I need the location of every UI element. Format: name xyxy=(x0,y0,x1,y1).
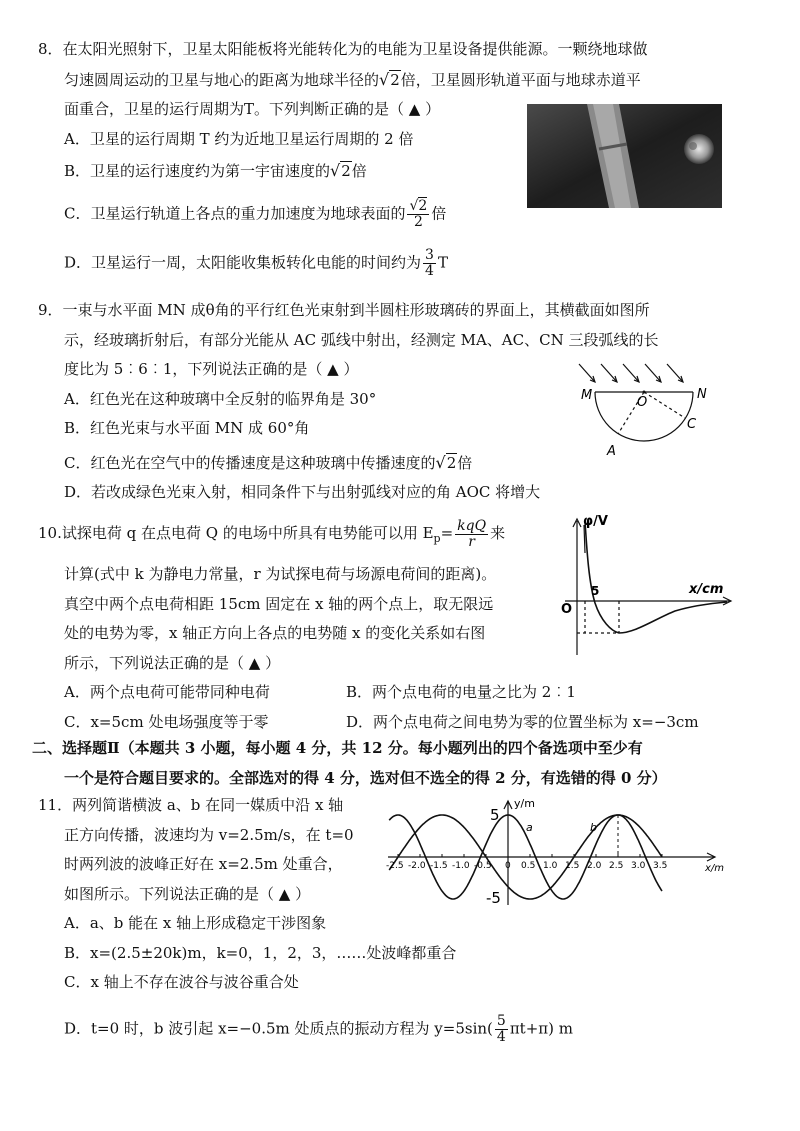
y-axis-label: φ/V xyxy=(583,514,608,529)
x-tick-label: 0 xyxy=(505,861,511,871)
q10-stem-line3: 真空中两个点电荷相距 15cm 固定在 x 轴的两个点上，取无限远 xyxy=(64,594,494,613)
label-C: C xyxy=(687,417,697,432)
q9-option-c: C．红色光在空气中的传播速度是这种玻璃中传播速度的√2倍 xyxy=(38,448,768,479)
x-axis-label: x/m xyxy=(705,863,725,874)
x-tick-label: -0.5 xyxy=(474,861,492,871)
x-tick-label: 3.0 xyxy=(631,861,646,871)
q9-option-d: D．若改成绿色光束入射，相同条件下与出射弧线对应的角 AOC 将增大 xyxy=(64,483,541,501)
x-tick-label: 2.5 xyxy=(609,861,624,871)
sqrt-symbol: √2 xyxy=(330,161,351,180)
sqrt-symbol: √2 xyxy=(435,452,457,472)
y-bottom-label: -5 xyxy=(486,889,501,907)
wave-b-label: b xyxy=(590,821,597,834)
q10-option-d: D．两个点电荷之间电势为零的位置坐标为 x=−3cm xyxy=(346,712,699,731)
q8-stem-line2: 匀速圆周运动的卫星与地心的距离为地球半径的√2倍，卫星圆形轨道平面与地球赤道平 xyxy=(38,65,768,96)
q10-option-a: A．两个点电荷可能带同种电荷 xyxy=(64,683,270,701)
q8-option-a: A．卫星的运行周期 T 约为近地卫星运行周期的 2 倍 xyxy=(64,129,414,148)
label-M: M xyxy=(581,388,593,403)
q10-options-ab xyxy=(38,678,768,708)
label-O: O xyxy=(637,395,648,410)
section-2-line2: 一个是符合题目要求的。全部选对的得 4 分，选对但不选全的得 2 分，有选错的得 0 分） xyxy=(64,768,667,787)
fraction-3-over-4: $\frac{3}{4}$ xyxy=(425,246,434,279)
label-A: A xyxy=(607,444,616,459)
y-axis-label: y/m xyxy=(514,797,535,810)
q11-stem-line1: 11．两列简谐横波 a、b 在同一媒质中沿 x 轴 xyxy=(38,796,344,814)
x-tick-label: 1.5 xyxy=(565,861,580,871)
q10-option-c: C．x=5cm 处电场强度等于零 xyxy=(64,712,269,731)
semicircle-glass-diagram xyxy=(565,360,725,460)
q10-option-b: B．两个点电荷的电量之比为 2︰1 xyxy=(346,683,576,701)
q10-stem-line5: 所示，下列说法正确的是（ ▲ ） xyxy=(64,653,281,672)
x-tick-label: -1.5 xyxy=(430,861,448,871)
x-tick-label: -1.0 xyxy=(452,861,470,871)
sqrt-symbol: √2 xyxy=(379,69,400,89)
q11-option-a: A．a、b 能在 x 轴上形成稳定干涉图象 xyxy=(64,914,327,932)
q9-option-a: A．红色光在这种玻璃中全反射的临界角是 30° xyxy=(64,389,377,408)
q9-stem-line2: 示，经玻璃折射后，有部分光能从 AC 弧线中射出，经测定 MA、AC、CN 三段弧线的长 xyxy=(64,330,659,349)
potential-graph xyxy=(555,513,735,658)
q8-stem-line3: 面重合，卫星的运行周期为T。下列判断正确的是（ ▲ ） xyxy=(64,100,441,118)
q10-options-cd xyxy=(38,708,768,738)
x-tick-label: 3.5 xyxy=(653,861,668,871)
x-tick-label: -2.5 xyxy=(386,861,404,871)
fraction-sqrt2-over-2: $\frac{√2}{2}$ xyxy=(409,197,428,230)
origin-label: O xyxy=(561,602,573,617)
q10-stem-line1: 10.试探电荷 q 在点电荷 Q 的电场中所具有电势能可以用 $E_p=$ $\frac{\text{kqQ}}{r}$ 来 xyxy=(38,517,506,550)
wave-graph xyxy=(380,795,725,910)
fraction-kqQ-over-r: $\frac{\text{kqQ}}{r}$ xyxy=(457,517,487,550)
q11-option-b: B．x=(2.5±20k)m，k=0，1，2，3，……处波峰都重合 xyxy=(64,943,457,962)
q8-stem-line1: 8．在太阳光照射下，卫星太阳能板将光能转化为的电能为卫星设备提供能源。一颗绕地球做 xyxy=(38,40,648,58)
q11-stem-line3: 时两列波的波峰正好在 x=2.5m 处重合， xyxy=(64,855,343,873)
q9-stem-line3: 度比为 5︰6︰1，下列说法正确的是（ ▲ ） xyxy=(64,360,359,378)
label-N: N xyxy=(697,387,707,402)
q9-option-b: B．红色光束与水平面 MN 成 60°角 xyxy=(64,419,310,437)
section-2-header xyxy=(32,734,768,793)
x-axis-label: x/cm xyxy=(689,582,724,597)
y-top-label: 5 xyxy=(490,806,500,824)
q10-stem-line2: 计算(式中 k 为静电力常量，r 为试探电荷与场源电荷间的距离)。 xyxy=(64,565,497,583)
q11-option-d: D．t=0 时，b 波引起 x=−0.5m 处质点的振动方程为 y=5sin( $\frac{5}{4}$ πt+π) m xyxy=(64,1012,573,1045)
wave-a-label: a xyxy=(526,821,533,834)
q8-option-b: B．卫星的运行速度约为第一宇宙速度的√2倍 xyxy=(38,156,768,187)
q11-stem-line4: 如图所示。下列说法正确的是（ ▲ ） xyxy=(64,884,311,903)
q8-option-d: D．卫星运行一周，太阳能收集板转化电能的时间约为 $\frac{3}{4}$ T xyxy=(64,246,448,279)
q10-stem-line4: 处的电势为零，x 轴正方向上各点的电势随 x 的变化关系如右图 xyxy=(64,624,486,642)
satellite-photo xyxy=(527,104,722,208)
fraction-5-over-4: $\frac{5}{4}$ xyxy=(496,1012,506,1045)
x-tick-label: 0.5 xyxy=(521,861,536,871)
tick-label-5: 5 xyxy=(591,584,600,598)
x-tick-label: -2.0 xyxy=(408,861,426,871)
section-2-line1: 二、选择题Ⅱ（本题共 3 小题，每小题 4 分，共 12 分。每小题列出的四个备选项中至少有 xyxy=(32,739,643,757)
q11-stem-line2: 正方向传播，波速均为 v=2.5m/s，在 t=0 xyxy=(64,825,354,844)
q8-option-c: C．卫星运行轨道上各点的重力加速度为地球表面的 $\frac{√2}{2}$ 倍 xyxy=(64,197,447,230)
x-tick-label: 1.0 xyxy=(543,861,558,871)
x-tick-label: 2.0 xyxy=(587,861,602,871)
q9-stem-line1: 9．一束与水平面 MN 成θ角的平行红色光束射到半圆柱形玻璃砖的界面上，其横截面如图所 xyxy=(38,301,650,319)
q11-option-c: C．x 轴上不存在波谷与波谷重合处 xyxy=(64,973,299,991)
